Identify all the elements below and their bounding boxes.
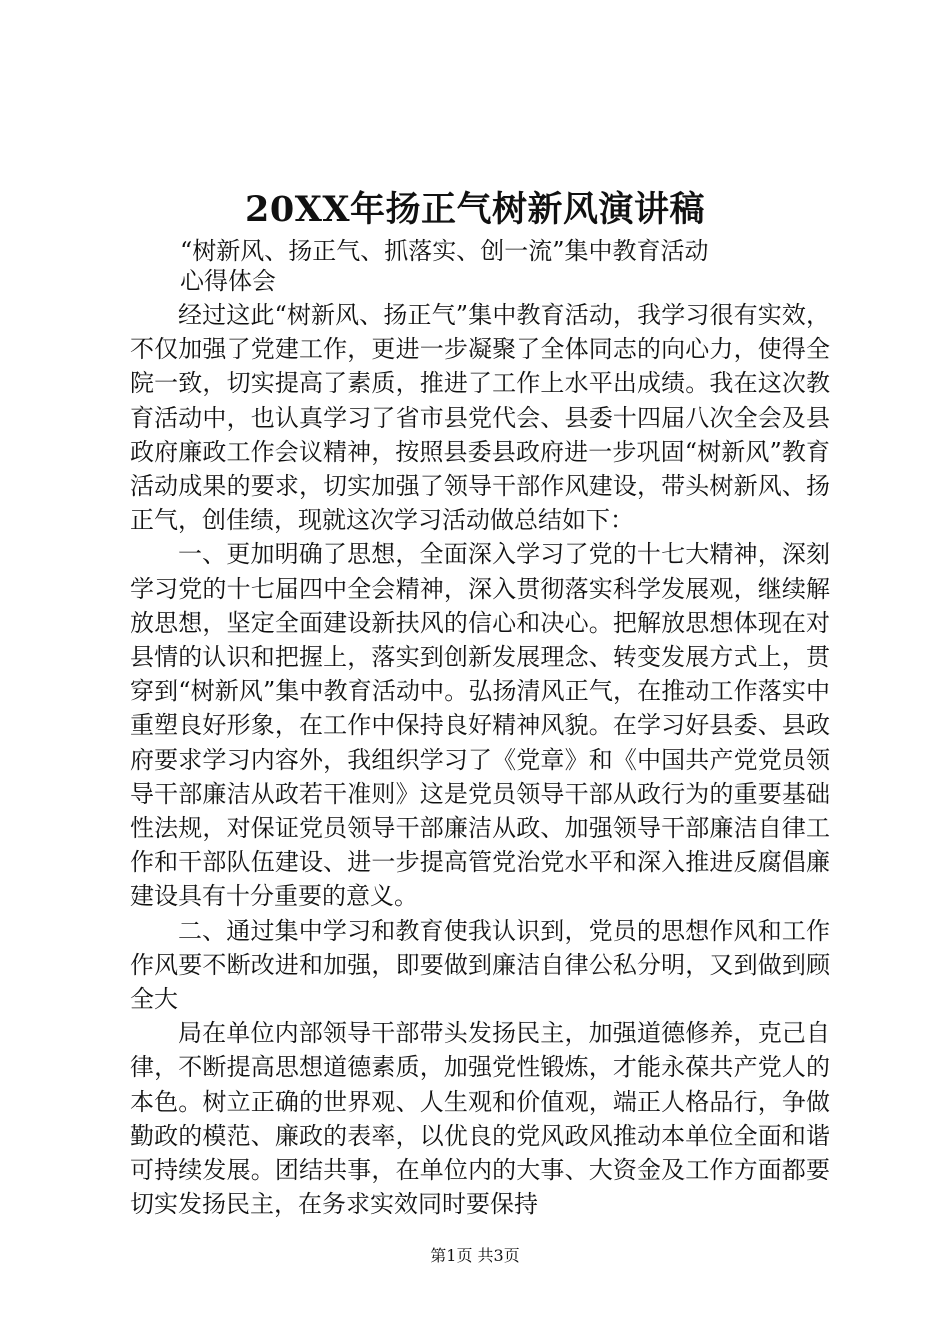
body-paragraph-3: 二、通过集中学习和教育使我认识到，党员的思想作风和工作作风要不断改进和加强，即要做到廉洁自律公私分明，又到做到顾全大: [130, 916, 830, 1014]
document-title: 20XX年扬正气树新风演讲稿: [244, 189, 706, 230]
subtitle-line-2: 心得体会: [180, 267, 276, 295]
page-footer: 第1页 共3页: [430, 1246, 520, 1265]
body-paragraph-4: 局在单位内部领导干部带头发扬民主，加强道德修养，克己自律，不断提高思想道德素质，加强党性锻炼，才能永葆共产党人的本色。树立正确的世界观、人生观和价值观，端正人格品行，争做勤政的模范、廉政的表率，以优良的党风政风推动本单位全面和谐可持续发展。团结共事，在单位内的大事、大资金及工作方面都要切实发扬民主，在务求实效同时要保持: [130, 1019, 830, 1219]
document-body: [130, 298, 830, 1221]
body-paragraph-1: 经过这此“树新风、扬正气”集中教育活动，我学习很有实效，不仅加强了党建工作，更进一步凝聚了全体同志的向心力，使得全院一致，切实提高了素质，推进了工作上水平出成绩。我在这次教育活动中，也认真学习了省市县党代会、县委十四届八次全会及县政府廉政工作会议精神，按照县委县政府进一步巩固“树新风”教育活动成果的要求，切实加强了领导干部作风建设，带头树新风、扬正气，创佳绩，现就这次学习活动做总结如下：: [130, 301, 830, 535]
subtitle-line-1: “树新风、扬正气、抓落实、创一流”集中教育活动: [180, 237, 709, 265]
document-subtitle: [180, 236, 820, 296]
body-paragraph-2: 一、更加明确了思想，全面深入学习了党的十七大精神，深刻学习党的十七届四中全会精神，深入贯彻落实科学发展观，继续解放思想，坚定全面建设新扶风的信心和决心。把解放思想体现在对县情的认识和把握上，落实到创新发展理念、转变发展方式上，贯穿到“树新风”集中教育活动中。弘扬清风正气，在推动工作落实中重塑良好形象，在工作中保持良好精神风貌。在学习好县委、县政府要求学习内容外，我组织学习了《党章》和《中国共产党党员领导干部廉洁从政若干准则》这是党员领导干部从政行为的重要基础性法规，对保证党员领导干部廉洁从政、加强领导干部廉洁自律工作和干部队伍建设、进一步提高管党治党水平和深入推进反腐倡廉建设具有十分重要的意义。: [130, 540, 830, 911]
